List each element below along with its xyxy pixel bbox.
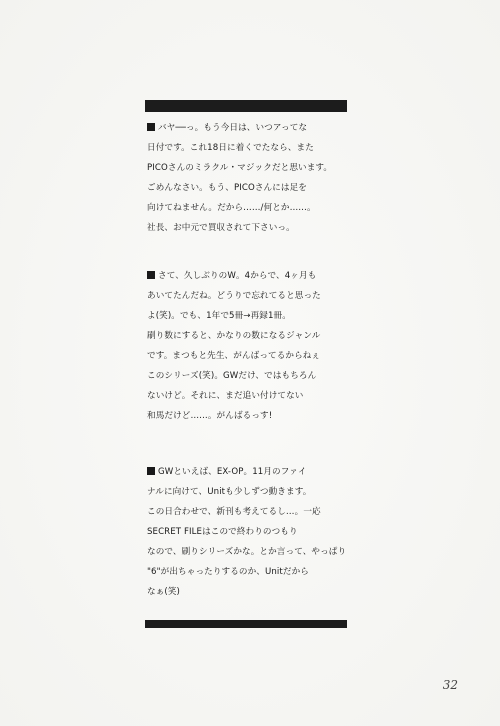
section-3-line-5: なので、刷りシリーズかな。とか言って、やっぱり xyxy=(147,547,347,557)
section-3 xyxy=(147,462,353,602)
section-2-line-6: このシリーズ(笑)。GWだけ、ではもちろん xyxy=(147,371,317,381)
section-2-line-1: さて、久しぶりのW。4からで、4ヶ月も xyxy=(158,271,317,281)
page-number: 32 xyxy=(442,678,458,692)
section-3-line-3: この日合わせで、新刊も考えてるし…。一応 xyxy=(147,507,321,517)
section-2-line-7: ないけど。それに、まだ追い付けてない xyxy=(147,391,304,401)
section-2-line-8: 和馬だけど……。がんばるっす! xyxy=(147,411,273,421)
section-1-line-5: 向けてねません。だから……/何とか……。 xyxy=(147,203,316,213)
bottom-rule xyxy=(145,620,347,628)
section-3-line-6: "6"が出ちゃったりするのか、Unitだから xyxy=(147,567,309,577)
text-line xyxy=(147,462,353,482)
section-2-line-4: 刷り数にすると、かなりの数になるジャンル xyxy=(147,331,321,341)
bullet-square-icon xyxy=(147,467,155,475)
section-3-line-7: なぁ(笑) xyxy=(147,587,180,597)
section-1-line-2: 日付です。これ18日に着くでたなら、また xyxy=(147,143,314,153)
top-rule xyxy=(145,100,347,112)
section-3-line-2: ナルに向けて、Unitも少しずつ動きます。 xyxy=(147,487,312,497)
section-2-line-3: よ(笑)。でも、1年で5冊→再録1冊。 xyxy=(147,311,291,321)
section-2 xyxy=(147,266,353,426)
section-2-line-2: あいてたんだね。どうりで忘れてると思った xyxy=(147,291,321,301)
bullet-square-icon xyxy=(147,123,155,131)
text-line xyxy=(147,266,353,286)
section-1-line-6: 社長、お中元で買収されて下さいっ。 xyxy=(147,223,295,233)
section-3-line-4: SECRET FILEはこので終わりのつもり xyxy=(147,527,298,537)
section-3-line-1: GWといえば、EX-OP。11月のファイ xyxy=(158,467,307,477)
section-1 xyxy=(147,118,353,238)
section-1-line-3: PICOさんのミラクル・マジックだと思います。 xyxy=(147,163,333,173)
section-2-line-5: です。まつもと先生、がんばってるからねぇ xyxy=(147,351,321,361)
section-1-line-1: バヤ──っ。もう今日は、いつアってな xyxy=(158,123,308,133)
text-line xyxy=(147,118,353,138)
bullet-square-icon xyxy=(147,271,155,279)
section-1-line-4: ごめんなさい。もう、PICOさんには足を xyxy=(147,183,307,193)
